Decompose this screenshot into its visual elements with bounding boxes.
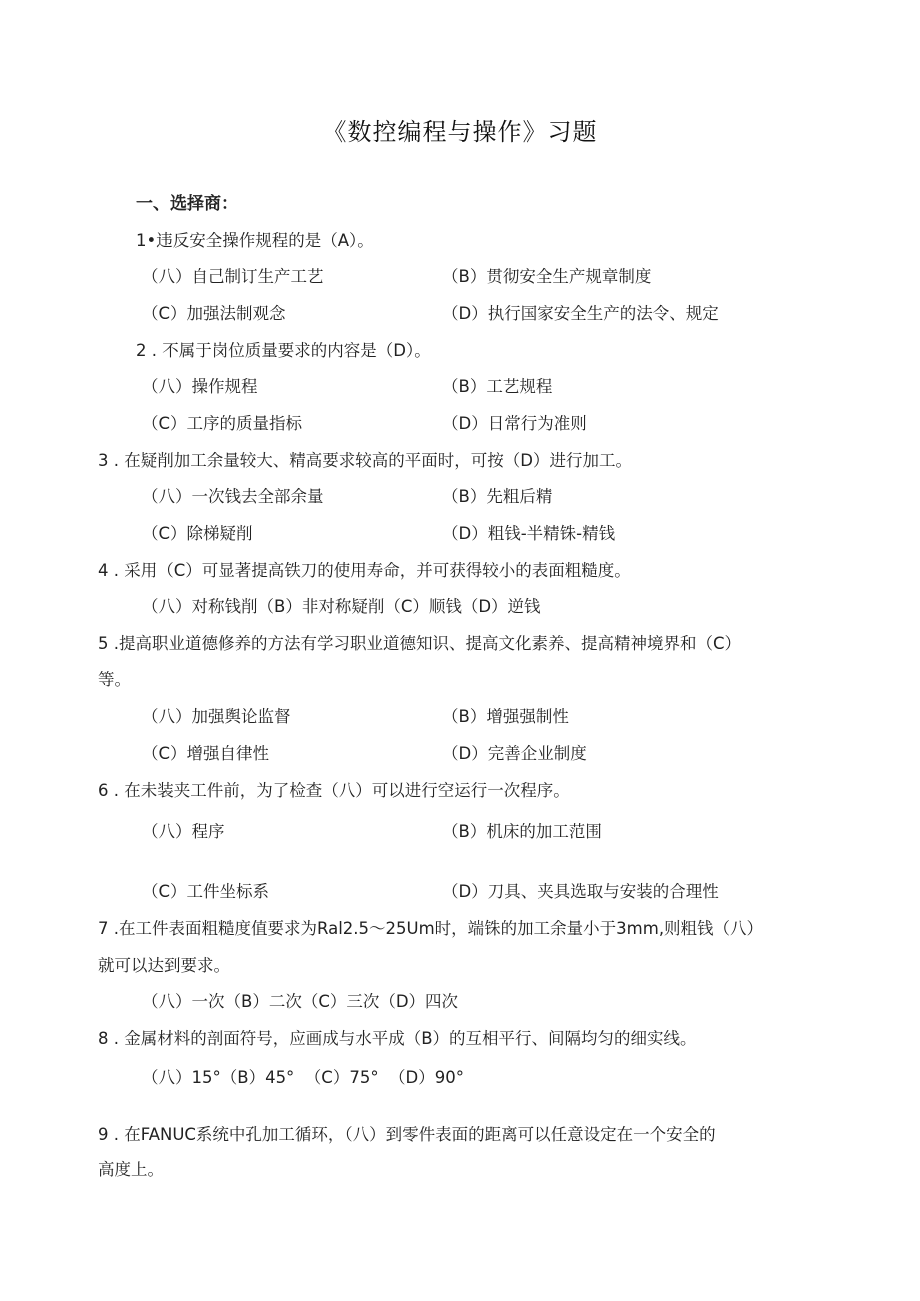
question-6-option-a: （八）程序 — [142, 822, 225, 841]
question-7-stem-line-1: 7 .在工件表面粗糙度值要求为Ral2.5～25Um时，端铢的加工余量小于3mm,则粗钱（八） — [98, 919, 764, 938]
question-2-option-d: （D）日常行为准则 — [442, 414, 587, 433]
question-5-stem-line-2: 等。 — [98, 670, 131, 689]
question-1-option-d: （D）执行国家安全生产的法令、规定 — [442, 304, 719, 323]
question-9-stem-line-2: 高度上。 — [98, 1160, 164, 1179]
question-9-stem-line-1: 9 . 在FANUC系统中孔加工循环，（八）到零件表面的距离可以任意设定在一个安全的 — [98, 1125, 716, 1144]
question-3-stem: 3 . 在疑削加工余量较大、精高要求较高的平面时，可按（D）进行加工。 — [98, 451, 632, 470]
question-5-option-a: （八）加强舆论监督 — [142, 707, 291, 726]
question-3-option-b: （B）先粗后精 — [442, 487, 553, 506]
question-7-stem-line-2: 就可以达到要求。 — [98, 956, 230, 975]
question-6-option-d: （D）刀具、夹具选取与安装的合理性 — [442, 882, 719, 901]
question-6-option-c: （C）工件坐标系 — [142, 882, 270, 901]
question-6-stem: 6 . 在未装夹工件前，为了检查（八）可以进行空运行一次程序。 — [98, 781, 570, 800]
question-7-options: （八）一次（B）二次（C）三次（D）四次 — [142, 992, 459, 1011]
question-2-option-a: （八）操作规程 — [142, 377, 258, 396]
question-1-option-c: （C）加强法制观念 — [142, 304, 286, 323]
section-heading: 一、选择商： — [136, 194, 238, 214]
question-1-option-b: （B）贯彻安全生产规章制度 — [442, 267, 652, 286]
question-2-option-c: （C）工序的质量指标 — [142, 414, 303, 433]
question-2-option-b: （B）工艺规程 — [442, 377, 553, 396]
question-4-stem: 4 . 采用（C）可显著提高铁刀的使用寿命，并可获得较小的表面粗糙度。 — [98, 561, 631, 580]
question-6-option-b: （B）机床的加工范围 — [442, 822, 602, 841]
question-2-stem: 2 . 不属于岗位质量要求的内容是（D）。 — [136, 341, 431, 360]
question-3-option-a: （八）一次钱去全部余量 — [142, 487, 324, 506]
question-5-stem-line-1: 5 .提高职业道德修养的方法有学习职业道德知识、提高文化素养、提高精神境界和（C） — [98, 634, 742, 653]
document-title: 《数控编程与操作》习题 — [322, 118, 598, 146]
question-1-stem: 1•违反安全操作规程的是（A）。 — [136, 231, 374, 250]
question-3-option-d: （D）粗钱-半精铢-精钱 — [442, 524, 616, 543]
question-8-stem: 8 . 金属材料的剖面符号，应画成与水平成（B）的互相平行、间隔均匀的细实线。 — [98, 1029, 697, 1048]
question-8-options: （八）15°（B）45° （C）75° （D）90° — [142, 1068, 465, 1087]
question-5-option-b: （B）增强强制性 — [442, 707, 569, 726]
question-5-option-c: （C）增强自律性 — [142, 744, 270, 763]
question-5-option-d: （D）完善企业制度 — [442, 744, 587, 763]
question-3-option-c: （C）除梯疑削 — [142, 524, 253, 543]
question-1-option-a: （八）自己制订生产工艺 — [142, 267, 324, 286]
question-4-options: （八）对称钱削（B）非对称疑削（C）顺钱（D）逆钱 — [142, 597, 541, 616]
